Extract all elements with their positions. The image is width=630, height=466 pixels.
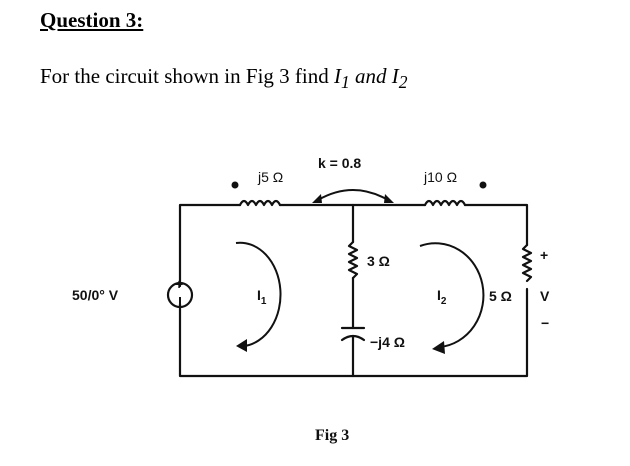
resistor-right: [523, 245, 531, 281]
mesh-arrowhead-2: [432, 341, 445, 354]
conjunction: and: [354, 64, 387, 88]
label-inductor-1: j5 Ω: [258, 169, 284, 185]
var-i2: $I_2$: [391, 64, 408, 93]
resistor-mid: [349, 242, 357, 278]
label-coupling: k = 0.8: [318, 155, 362, 171]
label-capacitor: −j4 Ω: [370, 334, 405, 350]
mesh-arrowhead-1: [236, 339, 247, 352]
label-v-right: V: [540, 288, 550, 304]
inductor-1: [240, 201, 280, 205]
label-plus-right: +: [540, 247, 549, 263]
mesh-arrow-2: [420, 243, 483, 347]
figure-caption: Fig 3: [315, 427, 350, 444]
label-inductor-2: j10 Ω: [424, 169, 458, 185]
inductor-2: [425, 201, 465, 205]
prompt-text: For the circuit shown in Fig 3 find: [40, 64, 334, 88]
label-minus-right: −: [541, 315, 550, 331]
dot-inductor-1: [232, 182, 239, 189]
wire-top-left: [180, 205, 240, 286]
dot-inductor-2: [480, 182, 487, 189]
coupling-arrowhead-right: [384, 194, 394, 203]
coupling-arrow: [318, 190, 388, 200]
coupling-arrowhead-left: [312, 194, 322, 203]
label-source: 50/0° V: [72, 287, 119, 303]
label-resistor-mid: 3 Ω: [367, 253, 390, 269]
question-heading: Question 3:: [40, 8, 144, 32]
label-resistor-right: 5 Ω: [489, 288, 512, 304]
var-i1: $I_1$: [333, 64, 350, 93]
label-current-1: $I_1$: [257, 287, 267, 307]
wire-top-right: [465, 205, 527, 245]
source-plus: +: [175, 276, 184, 292]
label-current-2: $I_2$: [437, 287, 447, 307]
